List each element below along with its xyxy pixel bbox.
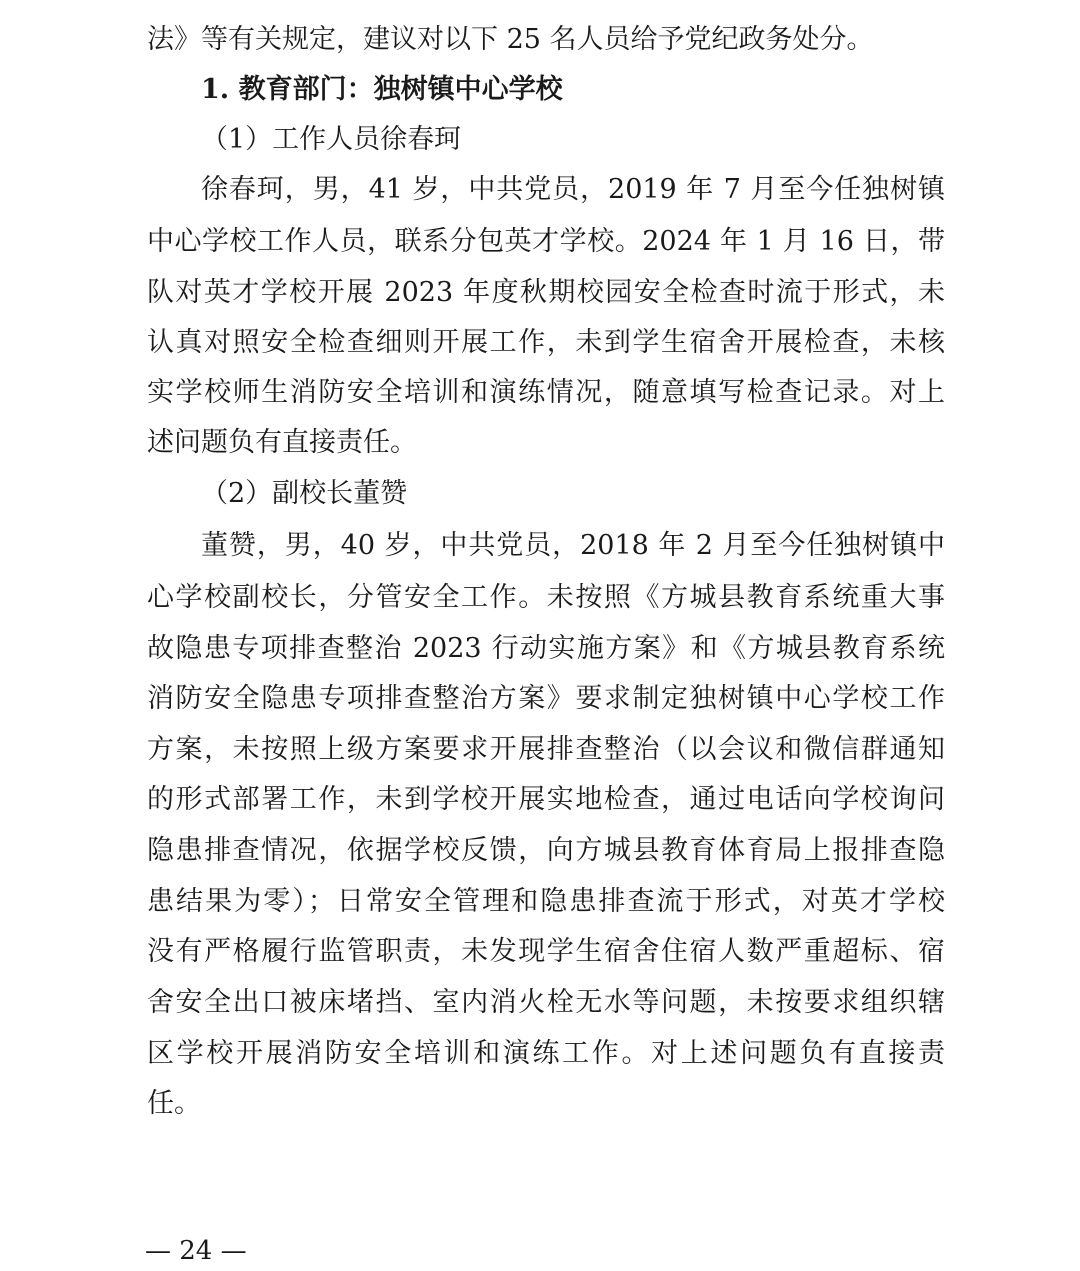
text-line: 队对英才学校开展 2023 年度秋期校园安全检查时流于形式，未 <box>147 277 945 308</box>
page-number: — 24 — <box>145 1236 247 1266</box>
text-line: 中心学校工作人员，联系分包英才学校。2024 年 1 月 16 日，带 <box>147 226 945 257</box>
text-line: 方案，未按照上级方案要求开展排查整治（以会议和微信群通知 <box>147 734 945 765</box>
text-line: （2）副校长董赞 <box>201 478 408 509</box>
text-line: 隐患排查情况，依据学校反馈，向方城县教育体育局上报排查隐 <box>147 835 945 866</box>
text-line: 没有严格履行监管职责，未发现学生宿舍住宿人数严重超标、宿 <box>147 936 945 967</box>
text-line: 故隐患专项排查整治 2023 行动实施方案》和《方城县教育系统 <box>147 633 945 664</box>
text-line: 区学校开展消防安全培训和演练工作。对上述问题负有直接责 <box>147 1038 945 1069</box>
text-line: 法》等有关规定，建议对以下 25 名人员给予党纪政务处分。 <box>147 24 874 55</box>
text-line: （1）工作人员徐春珂 <box>201 124 462 155</box>
text-line: 董赞，男，40 岁，中共党员，2018 年 2 月至今任独树镇中 <box>201 530 945 561</box>
text-line: 消防安全隐患专项排查整治方案》要求制定独树镇中心学校工作 <box>147 683 945 714</box>
text-line: 的形式部署工作，未到学校开展实地检查，通过电话向学校询问 <box>147 784 945 815</box>
text-line: 述问题负有直接责任。 <box>147 427 417 458</box>
text-line: 徐春珂，男，41 岁，中共党员，2019 年 7 月至今任独树镇 <box>201 174 945 205</box>
text-line: 舍安全出口被床堵挡、室内消火栓无水等问题，未按要求组织辖 <box>147 987 945 1018</box>
section-heading: 1. 教育部门：独树镇中心学校 <box>201 74 563 105</box>
text-line: 患结果为零）；日常安全管理和隐患排查流于形式，对英才学校 <box>147 886 945 917</box>
text-line: 认真对照安全检查细则开展工作，未到学生宿舍开展检查，未核 <box>147 327 945 358</box>
text-line: 心学校副校长，分管安全工作。未按照《方城县教育系统重大事 <box>147 582 945 613</box>
text-line: 实学校师生消防安全培训和演练情况，随意填写检查记录。对上 <box>147 377 945 408</box>
text-line: 任。 <box>147 1088 201 1119</box>
